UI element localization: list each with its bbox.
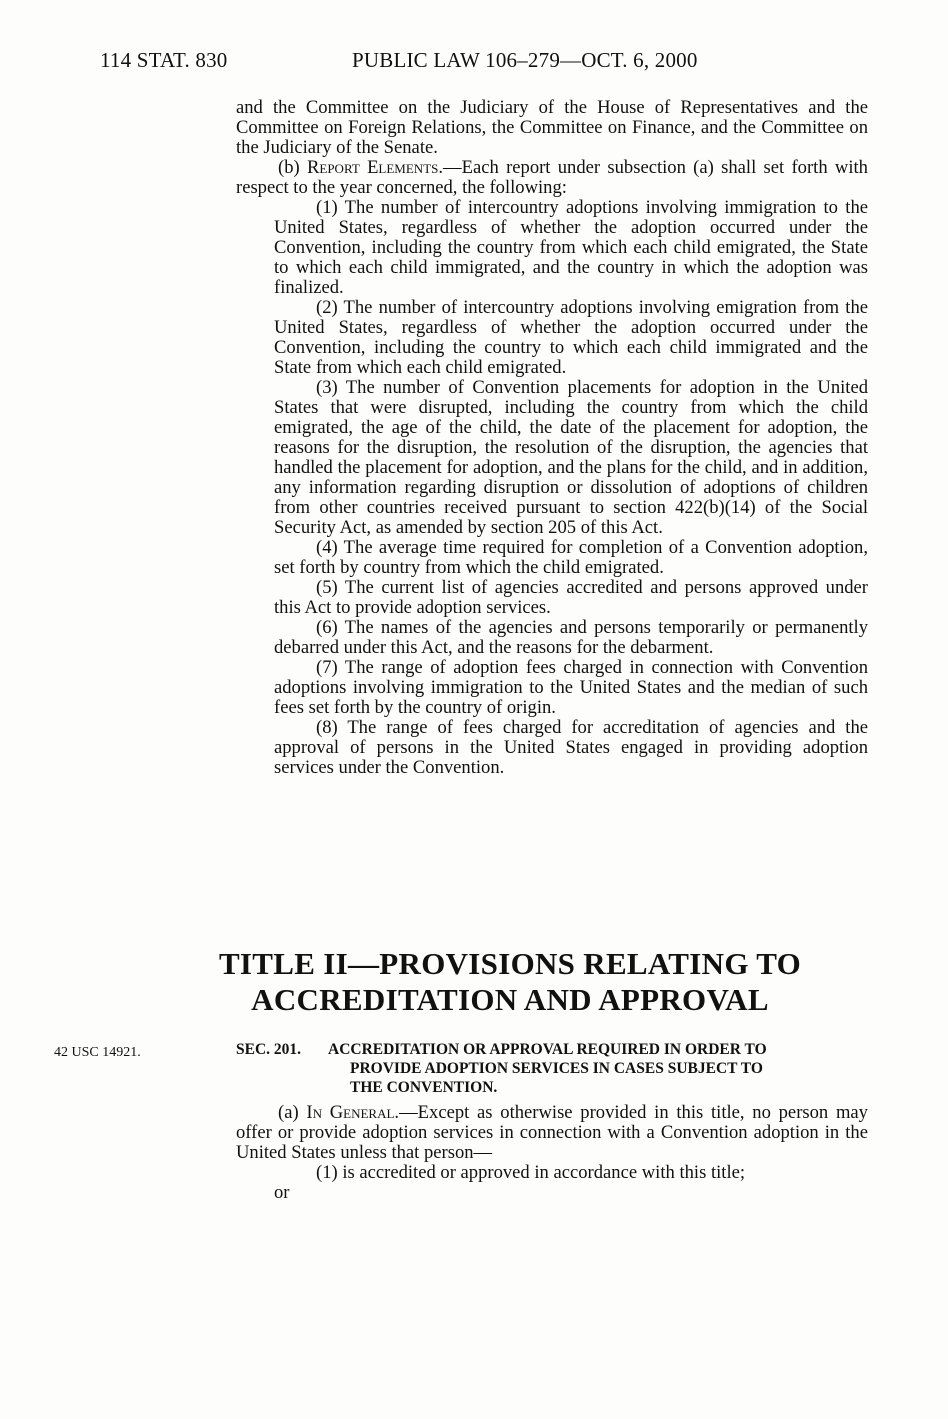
subsection-b: [236, 158, 868, 198]
section-heading-line-1: ACCREDITATION OR APPROVAL REQUIRED IN ORDER TO: [328, 1041, 767, 1058]
subsection-a: [236, 1103, 868, 1163]
section-body: [236, 1103, 868, 1203]
section-heading: [236, 1040, 868, 1097]
list-item: (1) The number of intercountry adoptions involving immigration to the United States, regardless of whether the adoption occurred under the Convention, including the country from which each child emigrated, the State to which each child immigrated, and the country in which the adoption was finalized.: [274, 197, 868, 298]
subsection-a-heading: In General: [306, 1102, 395, 1123]
section-number: SEC. 201.: [236, 1041, 302, 1058]
list-item: (8) The range of fees charged for accreditation of agencies and the approval of persons in the United States engaged in providing adoption services under the Convention.: [274, 717, 868, 778]
intro-paragraph: and the Committee on the Judiciary of the House of Representatives and the Committee on Foreign Relations, the Committee on Finance, and the Committee on the Judiciary of the Senate.: [236, 97, 868, 158]
list-item: (1) is accredited or approved in accordance with this title;: [316, 1162, 746, 1183]
list-item: (7) The range of adoption fees charged in connection with Convention adoptions involving immigration to the United States and the median of such fees set forth by the country of origin.: [274, 657, 868, 718]
subsection-b-heading: Report Elements: [306, 157, 439, 178]
subsection-a-label: (a): [278, 1102, 307, 1123]
section-heading-line-3: THE CONVENTION.: [350, 1079, 498, 1096]
trailing-text: or: [274, 1182, 290, 1203]
subsection-b-text: .—Each report under subsection (a) shall set forth with respect to the year concerned, the following:: [236, 157, 868, 198]
title-line-2: ACCREDITATION AND APPROVAL: [251, 982, 769, 1017]
list-item: (6) The names of the agencies and persons temporarily or permanently debarred under this Act, and the reasons for the debarment.: [274, 617, 868, 658]
list-item: (3) The number of Convention placements for adoption in the United States that were disrupted, including the country from which the child emigrated, the age of the child, the date of the placement for adoption, the reasons for the disruption, the resolution of the disruption, the agencies that handled the placement for adoption, and the plans for the child, and in addition, any information regarding disruption or dissolution of adoptions of children from other countries received pursuant to section 422(b)(14) of the Social Security Act, as amended by section 205 of this Act.: [274, 377, 868, 538]
public-law-citation: PUBLIC LAW 106–279—OCT. 6, 2000: [352, 48, 698, 72]
report-body: [236, 98, 868, 778]
list-item: (4) The average time required for completion of a Convention adoption, set forth by country from which the child emigrated.: [274, 537, 868, 578]
subsection-b-label: (b): [278, 157, 307, 178]
statute-page-number: 114 STAT. 830: [100, 48, 228, 72]
title-heading: [0, 946, 948, 1018]
list-item: (2) The number of intercountry adoptions involving emigration from the United States, regardless of whether the adoption occurred under the Convention, including the country to which each child immigrated and the State from which each child emigrated.: [274, 297, 868, 378]
usc-margin-note: 42 USC 14921.: [54, 1045, 141, 1060]
subsection-a-text: .—Except as otherwise provided in this title, no person may offer or provide adoption services in connection with a Convention adoption in the United States unless that person—: [236, 1102, 868, 1163]
title-line-1: TITLE II—PROVISIONS RELATING TO: [218, 946, 802, 981]
list-item: (5) The current list of agencies accredited and persons approved under this Act to provide adoption services.: [274, 577, 868, 618]
section-heading-line-2: PROVIDE ADOPTION SERVICES IN CASES SUBJECT TO: [350, 1060, 763, 1077]
